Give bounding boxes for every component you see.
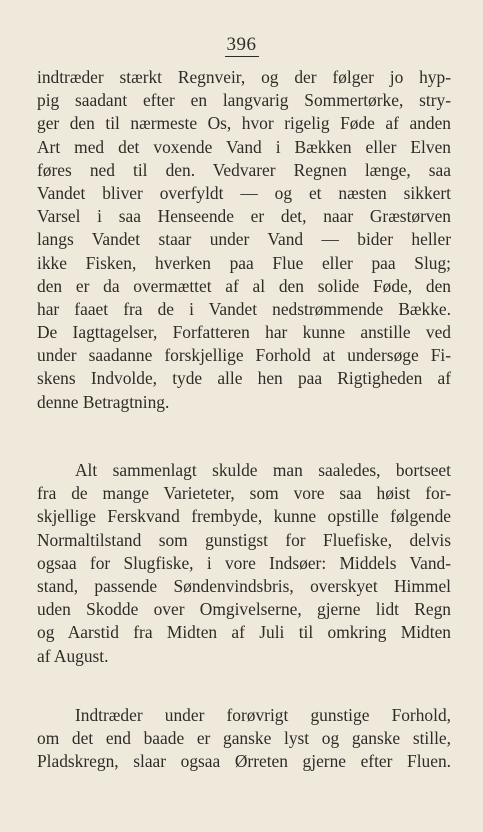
text-line: pig saadant efter en langvarig Sommertørke, stry- — [37, 90, 451, 111]
text-line: Normaltilstand som gunstigst for Fluefiske, delvis — [37, 529, 451, 550]
text-line: om det end baade er ganske lyst og ganske stille, — [37, 728, 451, 749]
text-line: stand, passende Søndenvindsbris, overskyet Himmel — [37, 575, 451, 596]
text-line: fra de mange Varieteter, som vore saa høist for- — [37, 483, 451, 504]
text-line: Pladskregn, slaar ogsaa Ørreten gjerne efter Fluen. — [37, 751, 451, 772]
page-number-text: 396 — [226, 34, 257, 55]
page-number — [0, 34, 483, 57]
text-line: har faaet fra de i Vandet nedstrømmende Bække. — [37, 298, 451, 319]
text-line: ogsaa for Slugfiske, i vore Indsøer: Middels Vand- — [37, 552, 451, 573]
paragraph-2 — [37, 459, 451, 668]
text-line: skjellige Ferskvand frembyde, kunne opstille følgende — [37, 506, 451, 527]
text-line: uden Skodde over Omgivelserne, gjerne lidt Regn — [37, 599, 451, 620]
text-line: og Aarstid fra Midten af Juli til omkring Midten — [37, 622, 451, 643]
text-line: langs Vandet staar under Vand — bider heller — [37, 229, 451, 250]
text-line: Alt sammenlagt skulde man saaledes, bortseet — [75, 460, 451, 480]
text-line: De Iagttagelser, Forfatteren har kunne anstille ved — [37, 322, 451, 343]
text-line: ikke Fisken, hverken paa Flue eller paa Slug; — [37, 252, 451, 273]
text-line: Art med det voxende Vand i Bækken eller Elven — [37, 136, 451, 157]
text-line: af August. — [37, 645, 109, 666]
text-line: Indtræder under forøvrigt gunstige Forhold, — [75, 705, 451, 725]
text-line: Vandet bliver overfyldt — og et næsten sikkert — [37, 182, 451, 203]
paragraph-3 — [37, 704, 451, 774]
paragraph-1 — [37, 66, 451, 414]
text-line: skens Indvolde, tyde alle hen paa Rigtigheden af — [37, 368, 451, 389]
text-line: ger den til nærmeste Os, hvor rigelig Føde af anden — [37, 113, 451, 134]
text-line: Varsel i saa Henseende er det, naar Græstørven — [37, 206, 451, 227]
text-line: indtræder stærkt Regnveir, og der følger jo hyp- — [37, 67, 451, 87]
text-line: under saadanne forskjellige Forhold at undersøge Fi- — [37, 345, 451, 366]
text-line: den er da overmættet af al den solide Føde, den — [37, 275, 451, 296]
text-line: føres ned til den. Vedvarer Regnen længe, saa — [37, 159, 451, 180]
text-line: denne Betragtning. — [37, 391, 170, 412]
